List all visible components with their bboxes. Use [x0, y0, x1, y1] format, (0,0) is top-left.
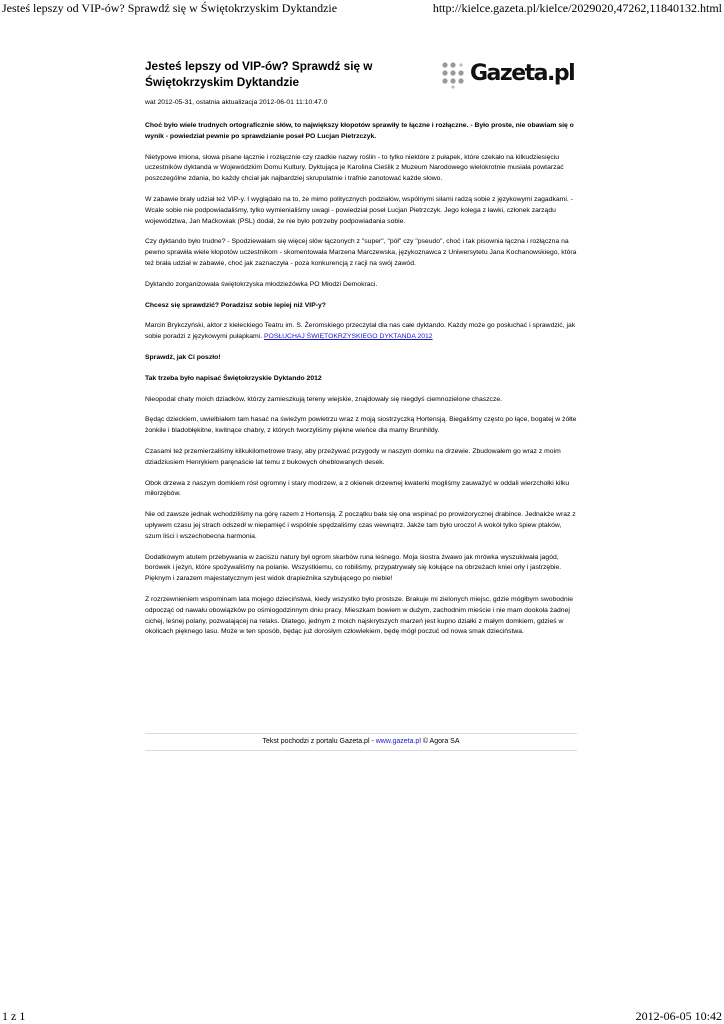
paragraph: Nietypowe imiona, słowa pisane łącznie i rozłącznie czy rzadkie nazwy roślin - to tylko niektóre z pułapek, które czekało na kilkudziesięciu uczestników dyktanda w Wojewódzkim Domu Kultury. Dyktująca je Karolina Cieślik z Muzeum Narodowego wielokrotnie musiała powtarzać poszczególne zdania, bo każdy chciał jak najbardziej skrupulatnie i trafnie zanotować każde słowo.: [145, 153, 564, 183]
article-lead: Choć było wiele trudnych ortograficznie słów, to największy kłopotów sprawiły te łączne i rozłączne. - Było proste, nie obawiam się o wynik - powiedział pewnie po sprawdzianie poseł PO Lucjan Pietrzczyk.: [145, 122, 574, 140]
paragraph: W zabawie brały udział też VIP-y. I wyglądało na to, że mimo politycznych podziałów, wspólnymi siłami radzą sobie z językowymi zagadkami. - Wcale sobie nie podpowiadaliśmy, tylko wymienialiśmy uwagi - powiedział poseł Lucjan Pietrzczyk. Jego kolega z ławki, członek zarządu województwa, Jan Maćkowiak (PSL) dodał, że nie było potrzeby podpowiadania sobie.: [145, 195, 573, 225]
logo-wordmark: Gazeta.pl: [470, 61, 575, 86]
article-meta: wat 2012-05-31, ostatnia aktualizacja 2012-06-01 11:10:47.0: [145, 99, 328, 106]
subheading: Sprawdź, jak Ci poszło!: [145, 353, 221, 361]
paragraph-text: Marcin Brykczyński, aktor z kieleckiego Teatru im. S. Żeromskiego przeczytał dla nas całe dyktando. Każdy może go posłuchać i sprawdzić, jak sobie poradzi z językowymi pułapkami.: [145, 322, 576, 341]
page-count: 1 z 1: [2, 1009, 26, 1023]
subheading: Tak trzeba było napisać Świętokrzyskie Dyktando 2012: [145, 374, 322, 382]
dictation-paragraph: Czasami też przemierzaliśmy kilkukilometrowe trasy, aby przeżywać przygody w naszym domku na drzewie. Zbudowałem go wraz z moim dziadziusiem Henrykiem paręnaście lat temu z bukowych oheblowanych desek.: [145, 447, 561, 466]
print-header-url: http://kielce.gazeta.pl/kielce/2029020,47262,11840132.html: [432, 1, 722, 15]
source-credits: [145, 733, 577, 751]
dictation-paragraph: Nie od zawsze jednak wchodziliśmy na górę razem z Hortensją. Z początku bała się ona wspinać po prowizorycznej drabince. Jednakże wraz z upływem czasu jej strach odszedł w niepamięć i wspólnie spędzaliśmy czas wewnątrz. Jakże tam było uroczo! A wokół tylko śpiew ptaków, szum liści i wszechobecna harmonia.: [145, 511, 576, 540]
dictation-paragraph: Nieopodal chaty moich dziadków, którzy zamieszkują tereny wiejskie, znajdowały się niegdyś ciemnozielone chaszcze.: [145, 395, 503, 403]
dictation-paragraph: Z rozrzewnieniem wspominam lata mojego dzieciństwa, kiedy wszystko było prostsze. Brakuje mi zielonych miejsc, gdzie mógłbym swobodnie odpocząć od nawału obowiązków po ośmiogodzinnym dniu pracy. Mieszkam bowiem w dużym, zachodnim mieście i nie mam dookoła żadnej cichej, leśnej polany, pozwalającej na relaks. Dlatego, jednym z moich najskrytszych marzeń jest kupno działki z małym domkiem, gdzieś w okolicach pięknego lasu. Może w ten sposób, będąc już dorosłym człowiekiem, będę mógł poczuć od nowa smak dzieciństwa.: [145, 595, 573, 636]
listen-dictation-link[interactable]: POSŁUCHAJ ŚWIĘTOKRZYSKIEGO DYKTANDA 2012: [264, 333, 433, 341]
dictation-paragraph: Dodatkowym atutem przebywania w zaciszu natury był ogrom skarbów runa leśnego. Moja siostra żwawo jak mrówka wyszukiwała jagód, borówek i jeżyn, które spożywaliśmy na polanie. Wszystkiemu, co robiliśmy, przypatrywały się kołujące na obrzeżach kniei orły i jastrzębie. Pięknym i zarazem majestatycznym jest widok drapieżnika szybującego po niebie!: [145, 553, 562, 583]
print-timestamp: 2012-06-05 10:42: [635, 1009, 722, 1023]
dictation-paragraph: Obok drzewa z naszym domkiem rósł ogromny i stary modrzew, a z okienek drzewnej kwaterki mogliśmy zauważyć w oddali wierzchołki kilku miłorzębów.: [145, 479, 570, 498]
article-title: Jesteś lepszy od VIP-ów? Sprawdź się w Świętokrzyskim Dyktandzie: [145, 59, 373, 89]
dictation-paragraph: Będąc dzieckiem, uwielbiałem tam hasać na świeżym powietrzu wraz z moją siostrzyczką Hortensją. Biegaliśmy często po łące, bogatej w żółte żonkile i bladobłękitne, kwitnące chabry, z których tworzyliśmy piękne wieńce dla mamy Brunhildy.: [145, 416, 577, 435]
paragraph-with-link: [145, 321, 577, 343]
subheading: Chcesz się sprawdzić? Poradzisz sobie lepiej niż VIP-y?: [145, 301, 326, 309]
gazeta-site-link[interactable]: www.gazeta.pl: [375, 738, 421, 745]
paragraph: Dyktando zorganizowała świętokrzyska młodzieżówka PO Młodzi Demokraci.: [145, 280, 378, 288]
article: [145, 58, 577, 638]
paragraph: Czy dyktando było trudne? - Spodziewałam się więcej słów łączonych z "super", "pół" czy "pseudo", choć i tak pisownia łączna i rozłączna na pewno sprawiła wiele kłopotów uczestnikom - skomentowała Marzena Marczewska, językoznawca z Uniwersytetu Jana Kochanowskiego, która też brała udział w zabawie, choć jak zaznaczyła - poza konkurencją z racji na swój zawód.: [145, 238, 577, 267]
print-header-title: Jesteś lepszy od VIP-ów? Sprawdź się w Świętokrzyskim Dyktandzie: [2, 1, 338, 15]
logo-dots-icon: [441, 61, 467, 89]
credits-suffix: © Agora SA: [420, 738, 460, 745]
print-footer: [0, 1008, 724, 1024]
print-header: [0, 0, 724, 16]
credits-prefix: Tekst pochodzi z portalu Gazeta.pl -: [262, 738, 376, 745]
gazeta-logo: [441, 60, 577, 90]
